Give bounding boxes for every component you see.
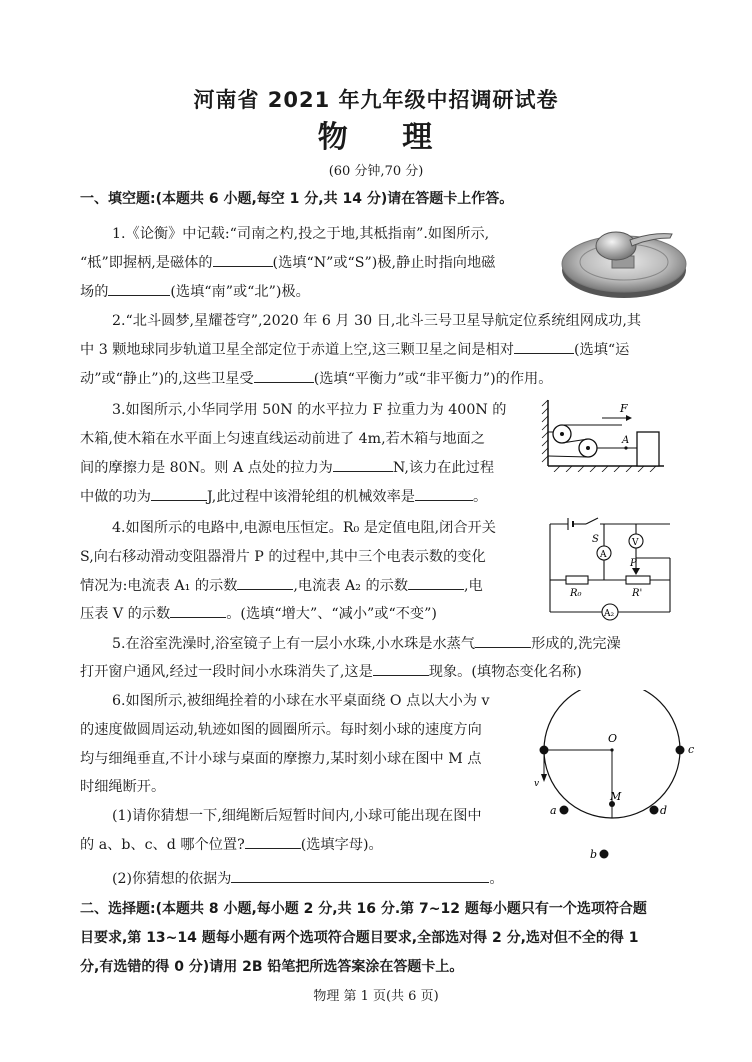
label-S: S bbox=[592, 534, 599, 545]
q2-line1: 2.“北斗圆梦,星耀苍穹”,2020 年 6 月 30 日,北斗三号卫星导航定位系统组网成功,其 bbox=[112, 313, 642, 329]
section2-line2: 目要求,第 13~14 题每小题有两个选项符合题目要求,全部选对得 2 分,选对但不全的得 1 bbox=[80, 930, 639, 946]
q6-line2: 的速度做圆周运动,轨迹如图的圆圈所示。每时刻小球的速度方向 bbox=[80, 722, 482, 738]
page-footer: 物理 第 1 页(共 6 页) bbox=[313, 989, 439, 1004]
label-A1: A bbox=[600, 550, 607, 560]
q6-line3: 均与细绳垂直,不计小球与桌面的摩擦力,某时刻小球在图中 M 点 bbox=[80, 751, 482, 767]
q6-sub2: (2)你猜想的依据为 。 bbox=[112, 866, 504, 892]
label-R: R' bbox=[632, 588, 643, 599]
answer-blank bbox=[475, 633, 531, 648]
q3-line3: 间的摩擦力是 80N。则 A 点处的拉力为 N,该力在此过程 bbox=[80, 455, 494, 481]
label-v: v bbox=[534, 779, 540, 789]
q5-line1: 5.在浴室洗澡时,浴室镜子上有一层小水珠,小水珠是水蒸气 形成的,洗完澡 bbox=[112, 631, 621, 657]
section2-line3: 分,有选错的得 0 分)请用 2B 铅笔把所选答案涂在答题卡上。 bbox=[80, 959, 464, 975]
q5-line2: 打开窗户通风,经过一段时间小水珠消失了,这是 现象。(填物态变化名称) bbox=[80, 659, 582, 685]
sinan-compass-image bbox=[560, 212, 690, 302]
label-V: V bbox=[632, 538, 639, 548]
q6-sub1-line1: (1)请你猜想一下,细绳断后短暂时间内,小球可能出现在图中 bbox=[112, 808, 482, 824]
q4-line4: 压表 V 的示数 。(选填“增大”、“减小”或“不变”) bbox=[80, 601, 437, 627]
section2-line1: 二、选择题:(本题共 8 小题,每小题 2 分,共 16 分.第 7~12 题每小题只有一个选项符合题 bbox=[80, 901, 647, 917]
q4-line3: 情况为:电流表 A₁ 的示数 ,电流表 A₂ 的示数 ,电 bbox=[80, 573, 483, 599]
answer-blank bbox=[415, 486, 473, 501]
q1-line2: “柢”即握柄,是磁体的 (选填“N”或“S”)极,静止时指向地磁 bbox=[80, 250, 495, 276]
label-P: P bbox=[630, 558, 637, 569]
q1-line3: 场的 (选填“南”或“北”)极。 bbox=[80, 279, 310, 305]
answer-blank bbox=[333, 457, 393, 472]
q2-line3: 动”或“静止”)的,这些卫星受 (选填“平衡力”或“非平衡力”)的作用。 bbox=[80, 366, 552, 392]
label-F: F bbox=[620, 402, 628, 415]
label-M: M bbox=[610, 790, 622, 803]
answer-blank bbox=[408, 575, 464, 590]
q4-line1: 4.如图所示的电路中,电源电压恒定。R₀ 是定值电阻,闭合开关 bbox=[112, 520, 496, 536]
answer-blank bbox=[514, 339, 574, 354]
label-A: A bbox=[622, 435, 630, 446]
label-d: d bbox=[660, 804, 668, 817]
q3-line2: 木箱,使木箱在水平面上匀速直线运动前进了 4m,若木箱与地面之 bbox=[80, 431, 485, 447]
answer-blank bbox=[213, 252, 273, 267]
section1-heading: 一、填空题:(本题共 6 小题,每空 1 分,共 14 分)请在答题卡上作答。 bbox=[80, 191, 514, 207]
label-A2: A₂ bbox=[604, 609, 615, 619]
q3-line1: 3.如图所示,小华同学用 50N 的水平拉力 F 拉重力为 400N 的 bbox=[112, 402, 507, 418]
circular-motion-diagram bbox=[530, 690, 700, 866]
answer-blank bbox=[151, 486, 207, 501]
q6-sub1-line2: 的 a、b、c、d 哪个位置? (选填字母)。 bbox=[80, 832, 383, 858]
answer-blank bbox=[237, 575, 293, 590]
answer-blank bbox=[108, 281, 170, 296]
answer-blank bbox=[245, 834, 301, 849]
answer-blank bbox=[170, 603, 226, 618]
label-R0: R₀ bbox=[570, 588, 582, 599]
label-a: a bbox=[550, 804, 557, 817]
q6-line4: 时细绳断开。 bbox=[80, 779, 166, 795]
pulley-diagram bbox=[540, 396, 680, 472]
circuit-diagram bbox=[540, 510, 680, 628]
q2-line2: 中 3 颗地球同步轨道卫星全部定位于赤道上空,这三颗卫星之间是相对 (选填“运 bbox=[80, 337, 629, 363]
exam-title: 河南省 2021 年九年级中招调研试卷 bbox=[193, 88, 559, 112]
answer-blank bbox=[254, 368, 314, 383]
label-b: b bbox=[590, 848, 598, 861]
answer-blank bbox=[231, 868, 489, 883]
answer-blank bbox=[373, 661, 429, 676]
q4-line2: S,向右移动滑动变阻器滑片 P 的过程中,其中三个电表示数的变化 bbox=[80, 549, 486, 565]
q1-line1: 1.《论衡》中记载:“司南之杓,投之于地,其柢指南”.如图所示, bbox=[112, 226, 490, 242]
subject-title: 物 理 bbox=[317, 120, 435, 155]
label-O: O bbox=[608, 732, 618, 745]
q6-line1: 6.如图所示,被细绳拴着的小球在水平桌面绕 O 点以大小为 v bbox=[112, 693, 490, 709]
q3-line4: 中做的功为 J,此过程中该滑轮组的机械效率是 。 bbox=[80, 484, 487, 510]
exam-timing: (60 分钟,70 分) bbox=[328, 164, 424, 179]
label-c: c bbox=[688, 743, 695, 756]
